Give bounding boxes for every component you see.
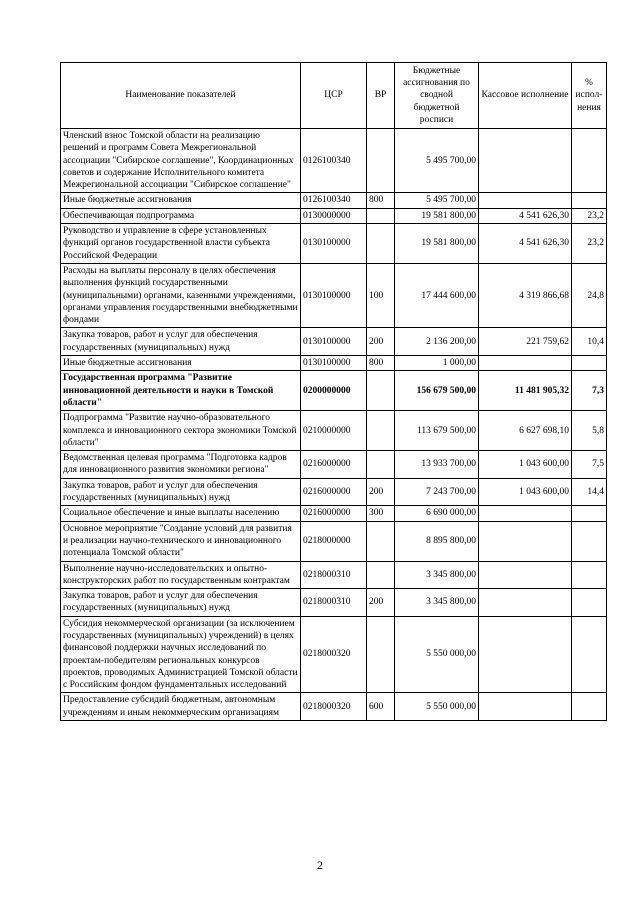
table-row xyxy=(61,616,607,693)
cell-cash: 221 759,62 xyxy=(479,328,572,356)
cell-budget: 17 444 600,00 xyxy=(395,263,479,327)
cell-name: Предоставление субсидий бюджетным, автономным учреждениям и иным некоммерческим организациям xyxy=(61,693,301,721)
cell-cash: 1 043 600,00 xyxy=(479,451,572,479)
cell-pct xyxy=(572,616,607,693)
table-row xyxy=(61,693,607,721)
budget-execution-table xyxy=(60,62,607,721)
cell-cash xyxy=(479,193,572,208)
header-budget: Бюджетные ассигнования по сводной бюджетной росписи xyxy=(395,63,479,129)
cell-name: Иные бюджетные ассигнования xyxy=(61,356,301,371)
table-row xyxy=(61,193,607,208)
cell-csr: 0216000000 xyxy=(301,451,367,479)
cell-cash xyxy=(479,356,572,371)
cell-name: Выполнение научно-исследовательских и опытно-конструкторских работ по государственным контрактам xyxy=(61,561,301,589)
cell-csr: 0126100340 xyxy=(301,193,367,208)
cell-budget: 156 679 500,00 xyxy=(395,371,479,411)
cell-budget: 5 495 700,00 xyxy=(395,129,479,193)
cell-vr: 100 xyxy=(367,263,395,327)
table-row xyxy=(61,263,607,327)
header-vr: ВР xyxy=(367,63,395,129)
cell-pct: 24,8 xyxy=(572,263,607,327)
cell-csr: 0130100000 xyxy=(301,263,367,327)
cell-cash xyxy=(479,616,572,693)
cell-name: Расходы на выплаты персоналу в целях обеспечения выполнения функций государственными (муниципальными) органами, казенными учреждениями, органами управления государственными внебюджетными фондами xyxy=(61,263,301,327)
cell-vr: 600 xyxy=(367,693,395,721)
cell-cash: 1 043 600,00 xyxy=(479,478,572,506)
cell-vr xyxy=(367,224,395,264)
table-row xyxy=(61,371,607,411)
cell-name: Иные бюджетные ассигнования xyxy=(61,193,301,208)
cell-csr: 0200000000 xyxy=(301,371,367,411)
cell-pct xyxy=(572,129,607,193)
cell-pct: 10,4 xyxy=(572,328,607,356)
cell-budget: 113 679 500,00 xyxy=(395,411,479,451)
cell-vr xyxy=(367,371,395,411)
cell-csr: 0218000000 xyxy=(301,521,367,561)
table-row xyxy=(61,561,607,589)
cell-cash: 4 319 866,68 xyxy=(479,263,572,327)
cell-name: Социальное обеспечение и иные выплаты населению xyxy=(61,506,301,521)
cell-vr: 200 xyxy=(367,589,395,617)
cell-name: Закупка товаров, работ и услуг для обеспечения государственных (муниципальных) нужд xyxy=(61,589,301,617)
table-row xyxy=(61,129,607,193)
cell-csr: 0218000310 xyxy=(301,561,367,589)
table-row xyxy=(61,506,607,521)
cell-vr xyxy=(367,561,395,589)
cell-budget: 1 000,00 xyxy=(395,356,479,371)
cell-cash xyxy=(479,521,572,561)
cell-budget: 6 690 000,00 xyxy=(395,506,479,521)
cell-vr xyxy=(367,208,395,223)
cell-name: Членский взнос Томской области на реализацию решений и программ Совета Межрегиональной ассоциации "Сибирское соглашение", Координационных советов и содержание Исполнительного комитета Межрегиональной ассоциации "Сибирское соглашение" xyxy=(61,129,301,193)
cell-cash: 6 627 698,10 xyxy=(479,411,572,451)
header-pct: % испол-нения xyxy=(572,63,607,129)
cell-pct xyxy=(572,693,607,721)
cell-pct xyxy=(572,589,607,617)
table-row xyxy=(61,478,607,506)
cell-csr: 0126100340 xyxy=(301,129,367,193)
table-header-row xyxy=(61,63,607,129)
table-row xyxy=(61,208,607,223)
cell-cash xyxy=(479,561,572,589)
header-name: Наименование показателей xyxy=(61,63,301,129)
cell-cash: 4 541 626,30 xyxy=(479,208,572,223)
cell-csr: 0130100000 xyxy=(301,356,367,371)
cell-csr: 0218000320 xyxy=(301,693,367,721)
cell-csr: 0216000000 xyxy=(301,478,367,506)
cell-cash xyxy=(479,129,572,193)
cell-csr: 0218000320 xyxy=(301,616,367,693)
cell-vr xyxy=(367,411,395,451)
cell-vr: 800 xyxy=(367,356,395,371)
cell-vr xyxy=(367,451,395,479)
cell-budget: 19 581 800,00 xyxy=(395,208,479,223)
table-row xyxy=(61,411,607,451)
cell-cash: 4 541 626,30 xyxy=(479,224,572,264)
cell-pct: 23,2 xyxy=(572,208,607,223)
cell-pct xyxy=(572,193,607,208)
cell-pct: 7,3 xyxy=(572,371,607,411)
cell-budget: 5 495 700,00 xyxy=(395,193,479,208)
cell-pct xyxy=(572,561,607,589)
header-cash: Кассовое исполнение xyxy=(479,63,572,129)
cell-budget: 2 136 200,00 xyxy=(395,328,479,356)
cell-cash xyxy=(479,589,572,617)
cell-budget: 3 345 800,00 xyxy=(395,589,479,617)
cell-csr: 0130100000 xyxy=(301,224,367,264)
cell-name: Закупка товаров, работ и услуг для обеспечения государственных (муниципальных) нужд xyxy=(61,478,301,506)
cell-pct: 5,8 xyxy=(572,411,607,451)
cell-budget: 5 550 000,00 xyxy=(395,693,479,721)
cell-pct xyxy=(572,506,607,521)
cell-vr: 200 xyxy=(367,328,395,356)
cell-name: Подпрограмма "Развитие научно-образовательного комплекса и инновационного сектора экономики Томской области" xyxy=(61,411,301,451)
cell-vr xyxy=(367,616,395,693)
cell-budget: 3 345 800,00 xyxy=(395,561,479,589)
cell-name: Государственная программа "Развитие инновационной деятельности и науки в Томской области" xyxy=(61,371,301,411)
cell-name: Ведомственная целевая программа "Подготовка кадров для инновационного развития экономики региона" xyxy=(61,451,301,479)
cell-name: Обеспечивающая подпрограмма xyxy=(61,208,301,223)
cell-pct xyxy=(572,521,607,561)
cell-pct: 14,4 xyxy=(572,478,607,506)
header-csr: ЦСР xyxy=(301,63,367,129)
cell-csr: 0130100000 xyxy=(301,328,367,356)
cell-csr: 0218000310 xyxy=(301,589,367,617)
cell-vr xyxy=(367,521,395,561)
table-row xyxy=(61,451,607,479)
cell-pct: 7,5 xyxy=(572,451,607,479)
cell-csr: 0216000000 xyxy=(301,506,367,521)
cell-budget: 19 581 800,00 xyxy=(395,224,479,264)
cell-name: Основное мероприятие "Создание условий для развития и реализации научно-технического и инновационного потенциала Томской области" xyxy=(61,521,301,561)
table-row xyxy=(61,356,607,371)
cell-cash: 11 481 905,32 xyxy=(479,371,572,411)
cell-vr: 200 xyxy=(367,478,395,506)
cell-budget: 7 243 700,00 xyxy=(395,478,479,506)
table-row xyxy=(61,224,607,264)
cell-vr: 800 xyxy=(367,193,395,208)
table-row xyxy=(61,589,607,617)
cell-name: Субсидия некоммерческой организации (за исключением государственных (муниципальных) учреждений) в целях финансовой поддержки научных исследований по проектам-победителям региональных конкурсов проектов, проводимых Администрацией Томской области с Российским фондом фундаментальных исследований xyxy=(61,616,301,693)
cell-cash xyxy=(479,506,572,521)
cell-cash xyxy=(479,693,572,721)
cell-pct xyxy=(572,356,607,371)
cell-vr xyxy=(367,129,395,193)
page-number: 2 xyxy=(317,858,323,872)
table-row xyxy=(61,328,607,356)
cell-name: Закупка товаров, работ и услуг для обеспечения государственных (муниципальных) нужд xyxy=(61,328,301,356)
cell-budget: 5 550 000,00 xyxy=(395,616,479,693)
cell-csr: 0130000000 xyxy=(301,208,367,223)
cell-pct: 23,2 xyxy=(572,224,607,264)
cell-name: Руководство и управление в сфере установленных функций органов государственной власти субъекта Российской Федерации xyxy=(61,224,301,264)
cell-budget: 13 933 700,00 xyxy=(395,451,479,479)
cell-vr: 300 xyxy=(367,506,395,521)
cell-budget: 8 895 800,00 xyxy=(395,521,479,561)
table-row xyxy=(61,521,607,561)
cell-csr: 0210000000 xyxy=(301,411,367,451)
